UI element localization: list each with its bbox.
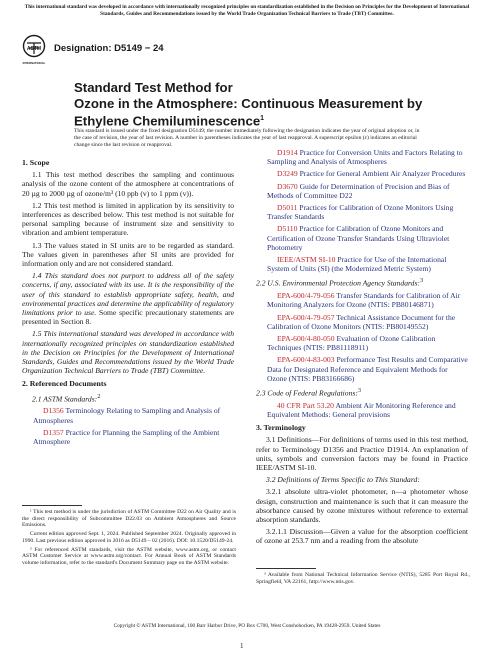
section-heading-scope: 1. Scope (22, 158, 50, 167)
scope-1-4: 1.4 This standard does not purport to address all of the safety concerns, if any, associated with its use. It is the responsibility of the user of this standard to establish appropriate safety, health, and environmental practices and determine the applicability of regulatory limitations prior to use. Some specific precautionary statements are presented in Section 8. (22, 271, 234, 327)
footnote-3: ³ Available from National Technical Information Service (NTIS), 5285 Port Royal Rd., Springfield, VA 22161, http://www.ntis.gov. (256, 572, 470, 585)
astm-logo-icon (22, 34, 46, 68)
reference-list-epa (256, 291, 468, 383)
reference-code-link[interactable]: D1357 (43, 427, 64, 437)
document-title (74, 80, 434, 129)
reference-code-link[interactable]: D3670 (277, 181, 298, 191)
astm-standards-label: 2.1 ASTM Standards:$^2$ (32, 392, 101, 404)
terminology-3-2-1: 3.2.1 absolute ultra-violet photometer, n—a photometer whose design, construction and maintenance is such that it can measure the absorbance caused by ozone mixtures without reference to external absorption standards. (256, 487, 468, 524)
footnote-divider (22, 505, 82, 506)
reference-item[interactable] (22, 428, 234, 446)
logo-subtext: INTERNATIONAL (22, 61, 46, 65)
reference-title[interactable]: Evaluation of Ozone Calibration Techniques (NTIS: PB81118911) (267, 333, 436, 353)
reference-item[interactable] (256, 203, 468, 221)
reference-title[interactable]: Technical Assistance Document for the Calibration of Ozone Monitors (NTIS: PB80149552) (267, 312, 456, 331)
terminology-3-2: 3.2 Definitions of Terms Specific to This Standard: (266, 475, 420, 485)
designation: Designation: D5149 − 24 (54, 43, 164, 54)
reference-title[interactable]: Ambient Air Monitoring Reference and Equivalent Methods: General provisions (267, 400, 456, 419)
section-heading-referenced-documents: 2. Referenced Documents (22, 379, 107, 389)
reference-item[interactable] (256, 224, 468, 252)
reference-title[interactable]: Practice for Calibration of Ozone Monitors and Certification of Ozone Transfer Standards Using Ultraviolet Photometry (267, 224, 450, 252)
reference-item[interactable] (256, 291, 468, 309)
reference-code-link[interactable]: D3249 (277, 169, 298, 179)
reference-item[interactable] (256, 182, 468, 200)
terminology-3-1: 3.1 Definitions—For definitions of terms used in this test method, refer to Terminology D1356 and Practice D1914. An explanation of units, symbols and conversion factors may be found in Practice IEEE/ASTM SI-10. (256, 435, 468, 472)
reference-list-cfr (256, 401, 468, 419)
copyright-footer: Copyright © ASTM International, 100 Barr Harbor Drive, PO Box C700, West Conshohocken, PA 19428-2959. United States (113, 623, 381, 629)
reference-code-link[interactable]: EPA-600/4-79-056 (277, 291, 335, 301)
scope-1-5: 1.5 This international standard was developed in accordance with internationally recognized principles on standardization established in the Decision on Principles for the Development of International Standards, Guides and Recommendations issued by the World Trade Organization Technical Barriers to Trade (TBT) Committee. (22, 329, 234, 376)
reference-item[interactable] (256, 334, 468, 352)
reference-title[interactable]: Performance Test Results and Comparative Data for Designated Reference and Equivalent Methods for Ozone (NTIS: PB83166686) (267, 355, 468, 383)
page-number: 1 (240, 642, 244, 650)
reference-title[interactable]: Guide for Determination of Precision and Bias of Methods of Committee D22 (267, 181, 450, 200)
footnote-1: ¹ This test method is under the jurisdiction of ASTM Committee D22 on Air Quality and is the direct responsibility of Subcommittee D22.03 on Ambient Atmospheres and Source Emissions. (22, 509, 236, 529)
reference-code-link[interactable]: EPA-600/4-79-057 (277, 312, 335, 322)
reference-title[interactable]: Practice for Conversion Units and Factors Relating to Sampling and Analysis of Atmospheres (267, 148, 463, 167)
title-line-1: Standard Test Method for (74, 80, 233, 95)
scope-1-1: 1.1 This test method describes the sampling and continuous analysis of the ozone content of the atmosphere at concentrations of 20 µg to 2000 µg of ozone/m³ (10 ppb (v) to 1 ppm (v)). (22, 170, 234, 198)
footnotes-left (22, 509, 236, 569)
reference-item[interactable] (256, 169, 468, 178)
reference-item[interactable] (256, 401, 468, 419)
cfr-label: 2.3 Code of Federal Regulations:$^3$ (256, 387, 362, 398)
reference-title[interactable]: Practice for Use of the International System of Units (SI) (the Modernized Metric System) (267, 255, 447, 274)
reference-list-col2 (256, 148, 468, 273)
footnote-2: ² For referenced ASTM standards, visit the ASTM website, www.astm.org, or contact ASTM Customer Service at www.astm.org/contact. For Annual Book of ASTM Standards volume information, refer to the standard's Document Summary page on the ASTM website. (22, 546, 236, 566)
right-column (256, 148, 468, 549)
terminology-3-2-1-1: 3.2.1.1 Discussion—Given a value for the absorption coefficient of ozone at 253.7 nm and a reading from the absolute (256, 527, 468, 546)
scope-1-3: 1.3 The values stated in SI units are to be regarded as standard. The values given in parentheses after SI units are provided for information only and are not considered standard. (22, 240, 234, 269)
reference-title[interactable]: Practice for Planning the Sampling of the Ambient Atmosphere (33, 427, 220, 447)
reference-title[interactable]: Practices for Calibration of Ozone Monitors Using Transfer Standards (267, 203, 454, 222)
reference-code-link[interactable]: 40 CFR Part 53.20 (277, 400, 334, 410)
footnotes-right (256, 572, 470, 587)
reference-code-link[interactable]: D1914 (277, 148, 298, 157)
reference-item[interactable] (256, 148, 468, 166)
reference-title[interactable]: Practice for General Ambient Air Analyzer Procedures (299, 169, 466, 179)
reference-item[interactable] (256, 355, 468, 383)
reference-item[interactable] (256, 313, 468, 331)
standard-note: This standard is issued under the fixed designation D5149; the number immediately following the designation indicates the year of original adoption or, in the case of revision, the year of last revision. A number in parentheses indicates the year of last reapproval. A superscript epsilon (ε) indicates an editorial change since the last revision or reapproval. (74, 128, 420, 148)
reference-code-link[interactable]: EPA-600/4-80-050 (277, 333, 335, 343)
reference-code-link[interactable]: D1356 (43, 406, 64, 416)
reference-title[interactable]: Transfer Standards for Calibration of Air Monitoring Analyzers for Ozone (NTIS: PB80146871) (267, 291, 461, 310)
reference-code-link[interactable]: D5011 (277, 203, 298, 213)
tbt-banner: This international standard was developed in accordance with internationally recognized principles on standardization established in the Decision on Principles for the Development of International Standards, Guides and Recommendations issued by the World Trade Organization Technical Barriers to Trade (TBT) Committee. (24, 4, 470, 17)
section-heading-terminology: 3. Terminology (256, 423, 306, 433)
title-line-2: Ozone in the Atmosphere: Continuous Measurement by (74, 95, 423, 111)
reference-code-link[interactable]: EPA-600/4-83-003 (277, 355, 335, 365)
reference-code-link[interactable]: IEEE/ASTM SI-10 (277, 255, 336, 265)
footnote-1-edition: Current edition approved Sept. 1, 2024. Published September 2024. Originally approved in 1990. Last previous edition approved in 2016 as D5149 – 02 (2016). DOI: 10.1520/D5149-24. (22, 531, 236, 544)
reference-title[interactable]: Terminology Relating to Sampling and Analysis of Atmospheres (33, 406, 221, 425)
reference-list-col1 (22, 406, 234, 446)
logo-text: ASTM (26, 46, 42, 52)
title-line-3: Ethylene Chemiluminescence$^1$ (74, 113, 265, 129)
reference-item[interactable] (256, 255, 468, 273)
left-column (22, 154, 234, 449)
scope-1-2: 1.2 This test method is limited in application by its sensitivity to interferences as described below. This test method is not suitable for personal sampling because of instrument size and sensitivity to vibration and ambient temperature. (22, 200, 234, 238)
reference-code-link[interactable]: D5110 (277, 224, 298, 234)
footnote-divider-right (256, 568, 316, 569)
epa-standards-label: 2.2 U.S. Environmental Protection Agency Standards:$^3$ (256, 277, 424, 288)
reference-item[interactable] (22, 406, 234, 424)
